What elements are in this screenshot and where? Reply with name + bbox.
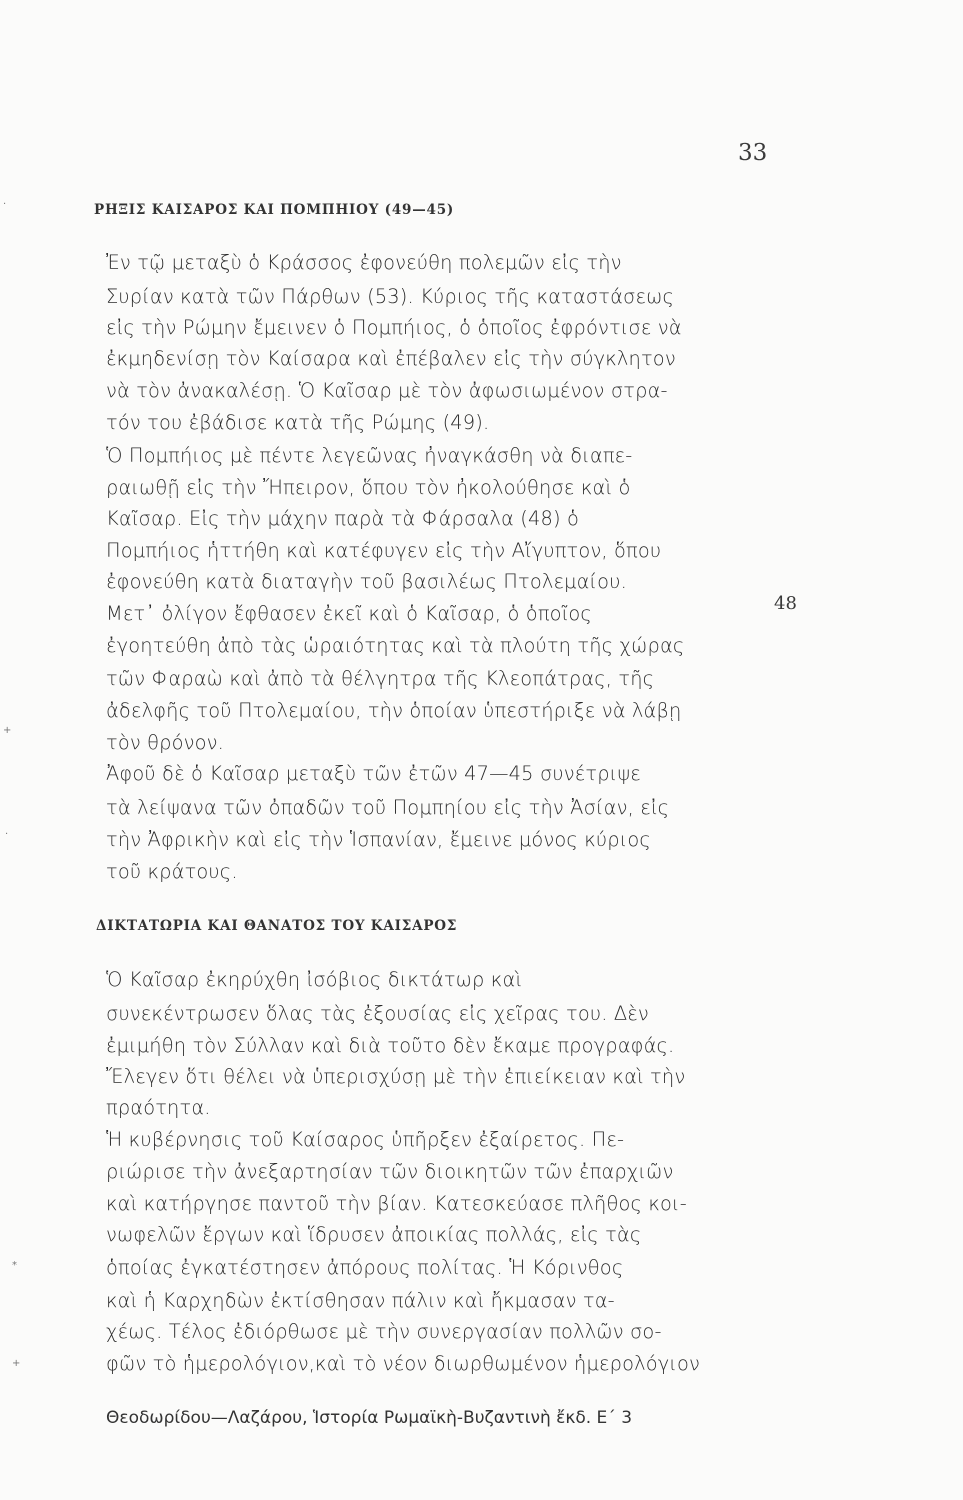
text-line: φῶν τὸ ἡμερολόγιον,καὶ τὸ νέον διωρθωμένον ἡμερολόγιον xyxy=(106,1352,701,1375)
margin-mark: * xyxy=(12,1260,17,1271)
margin-mark: . xyxy=(5,826,9,837)
page-number: 33 xyxy=(738,140,768,166)
text-line: πραότητα. xyxy=(106,1096,211,1119)
section-heading-dictatorship: ΔΙΚΤΑΤΩΡΙΑ ΚΑΙ ΘΑΝΑΤΟΣ ΤΟΥ ΚΑΙΣΑΡΟΣ xyxy=(96,918,458,934)
text-line: καὶ ἡ Καρχηδὼν ἐκτίσθησαν πάλιν καὶ ἤκμασαν τα- xyxy=(106,1289,615,1312)
margin-mark: . xyxy=(3,196,7,207)
text-line: Ὁ Πομπήιος μὲ πέντε λεγεῶνας ἠναγκάσθη νὰ διαπε- xyxy=(106,444,633,467)
margin-number: 48 xyxy=(774,593,797,614)
text-line: ἐγοητεύθη ἀπὸ τὰς ὡραιότητας καὶ τὰ πλούτη τῆς χώρας xyxy=(106,634,685,657)
text-line: Ἀφοῦ δὲ ὁ Καῖσαρ μεταξὺ τῶν ἐτῶν 47—45 συνέτριψε xyxy=(106,762,641,785)
text-line: ἐμιμήθη τὸν Σύλλαν καὶ διὰ τοῦτο δὲν ἔκαμε προγραφάς. xyxy=(106,1034,675,1057)
text-line: Πομπήιος ἡττήθη καὶ κατέφυγεν εἰς τὴν Αἴγυπτον, ὅπου xyxy=(106,539,662,562)
text-line: εἰς τὴν Ρώμην ἔμεινεν ὁ Πομπήιος, ὁ ὁποῖος ἐφρόντισε νὰ xyxy=(106,316,682,339)
text-line: ραιωθῇ εἰς τὴν Ἤπειρον, ὅπου τὸν ἠκολούθησε καὶ ὁ xyxy=(106,476,631,499)
text-line: νὰ τὸν ἀνακαλέσῃ. Ὁ Καῖσαρ μὲ τὸν ἀφωσιωμένον στρα- xyxy=(106,379,668,402)
text-line: καὶ κατήργησε παντοῦ τὴν βίαν. Κατεσκεύασε πλῆθος κοι- xyxy=(106,1192,687,1215)
text-line: χέως. Τέλος ἐδιόρθωσε μὲ τὴν συνεργασίαν πολλῶν σο- xyxy=(106,1320,662,1343)
text-line: ἐκμηδενίσῃ τὸν Καίσαρα καὶ ἐπέβαλεν εἰς τὴν σύγκλητον xyxy=(106,347,676,370)
footer-credit: Θεοδωρίδου—Λαζάρου, Ἱστορία Ρωμαϊκὴ-Βυζαντινὴ ἔκδ. Ε΄ 3 xyxy=(106,1408,633,1428)
text-line: ριώρισε τὴν ἀνεξαρτησίαν τῶν διοικητῶν τῶν ἐπαρχιῶν xyxy=(106,1160,674,1183)
text-line: Μετ᾽ ὀλίγον ἔφθασεν ἐκεῖ καὶ ὁ Καῖσαρ, ὁ ὁποῖος xyxy=(106,602,592,625)
margin-mark: + xyxy=(3,725,12,736)
text-line: τόν του ἐβάδισε κατὰ τῆς Ρώμης (49). xyxy=(106,411,490,434)
text-line: τὴν Ἀφρικὴν καὶ εἰς τὴν Ἱσπανίαν, ἔμεινε μόνος κύριος xyxy=(106,828,651,851)
text-line: τῶν Φαραὼ καὶ ἀπὸ τὰ θέλγητρα τῆς Κλεοπάτρας, τῆς xyxy=(106,667,655,690)
text-line: ἐφονεύθη κατὰ διαταγὴν τοῦ βασιλέως Πτολεμαίου. xyxy=(106,570,627,593)
text-line: τοῦ κράτους. xyxy=(106,860,238,883)
text-line: συνεκέντρωσεν ὅλας τὰς ἐξουσίας εἰς χεῖρας του. Δὲν xyxy=(106,1002,649,1025)
text-line: Ἡ κυβέρνησις τοῦ Καίσαρος ὑπῆρξεν ἐξαίρετος. Πε- xyxy=(106,1128,625,1151)
text-line: ὁποίας ἐγκατέστησεν ἀπόρους πολίτας. Ἡ Κόρινθος xyxy=(106,1256,624,1279)
text-line: τὰ λείψανα τῶν ὀπαδῶν τοῦ Πομπηίου εἰς τὴν Ἀσίαν, εἰς xyxy=(106,796,670,819)
text-line: Συρίαν κατὰ τῶν Πάρθων (53). Κύριος τῆς καταστάσεως xyxy=(106,285,674,308)
text-line: τὸν θρόνον. xyxy=(106,731,224,754)
text-line: ἀδελφῆς τοῦ Πτολεμαίου, τὴν ὁποίαν ὑπεστήριξε νὰ λάβῃ xyxy=(106,699,682,722)
section-heading-rupture: ΡΗΞΙΣ ΚΑΙΣΑΡΟΣ ΚΑΙ ΠΟΜΠΗΙΟΥ (49—45) xyxy=(94,202,455,218)
text-line: νωφελῶν ἔργων καὶ ἵδρυσεν ἀποικίας πολλάς, εἰς τὰς xyxy=(106,1223,642,1246)
text-line: Ὁ Καῖσαρ ἐκηρύχθη ἰσόβιος δικτάτωρ καὶ xyxy=(106,968,523,991)
text-line: Ἐν τῷ μεταξὺ ὁ Κράσσος ἐφονεύθη πολεμῶν εἰς τὴν xyxy=(106,251,622,274)
text-line: Ἔλεγεν ὅτι θέλει νὰ ὑπερισχύσῃ μὲ τὴν ἐπιείκειαν καὶ τὴν xyxy=(106,1065,686,1088)
text-line: Καῖσαρ. Εἰς τὴν μάχην παρὰ τὰ Φάρσαλα (48) ὁ xyxy=(106,507,579,530)
margin-mark: + xyxy=(12,1358,21,1369)
